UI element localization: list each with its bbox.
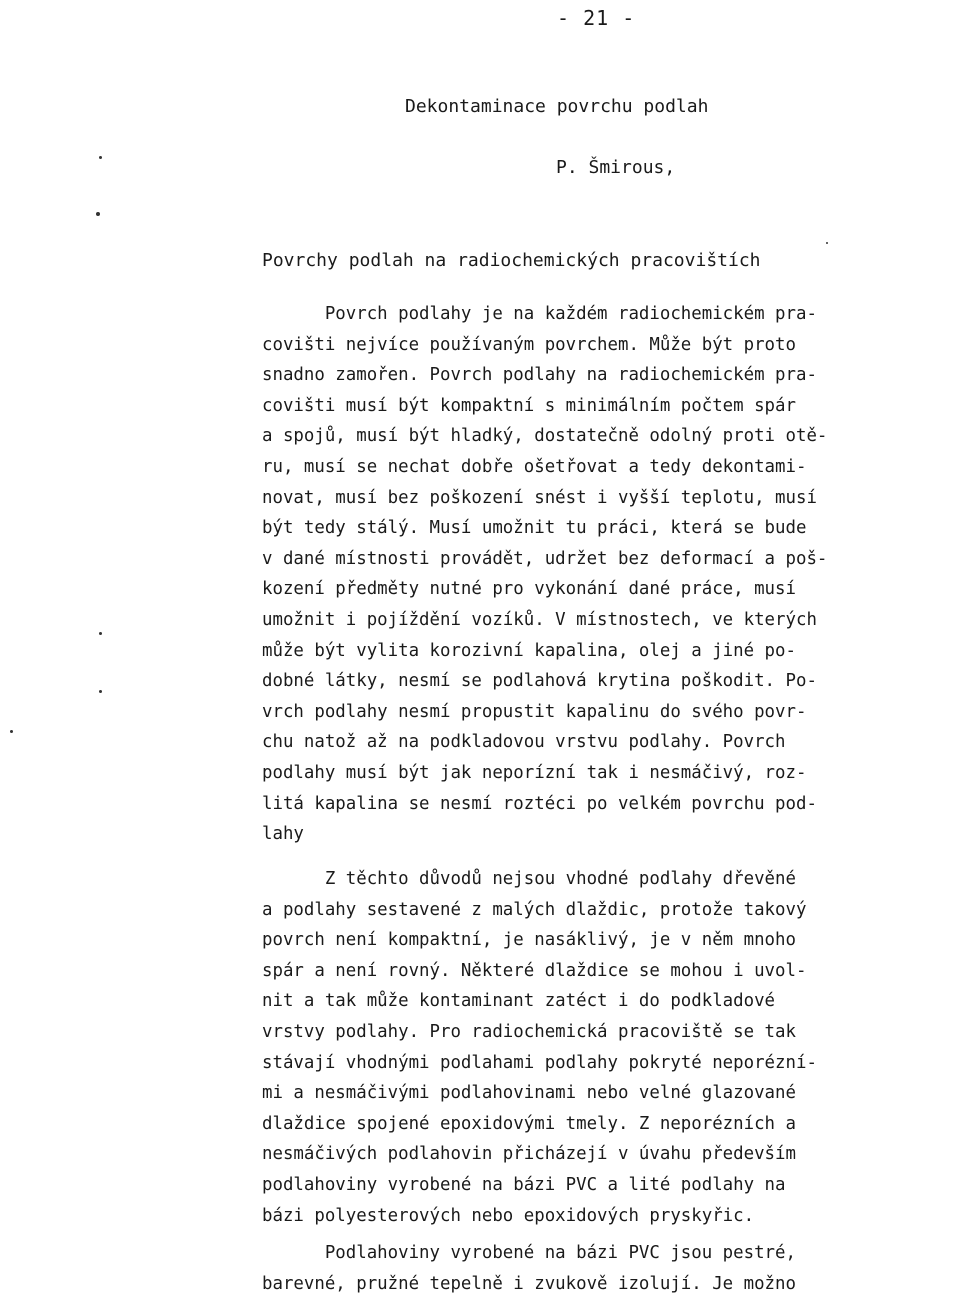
text-line: stávají vhodnými podlahami podlahy pokryté neporézní-	[262, 1052, 817, 1073]
text-line: podlahoviny vyrobené na bázi PVC a lité podlahy na	[262, 1174, 786, 1195]
text-line: litá kapalina se nesmí roztéci po velkém povrchu pod-	[262, 793, 817, 814]
text-line: umožnit i pojíždění vozíků. V místnostech, ve kterých	[262, 609, 817, 630]
scan-speck	[99, 690, 102, 693]
paragraph-3	[262, 1238, 952, 1299]
text-line: covišti musí být kompaktní s minimálním počtem spár	[262, 395, 796, 416]
scan-speck	[826, 242, 828, 244]
article-title: Dekontaminace povrchu podlah	[405, 96, 709, 117]
text-line: dobné látky, nesmí se podlahová krytina poškodit. Po-	[262, 671, 817, 692]
text-line: vrch podlahy nesmí propustit kapalinu do svého povr-	[262, 701, 807, 722]
scan-speck	[96, 212, 100, 216]
text-line: dlaždice spojené epoxidovými tmely. Z neporézních a	[262, 1113, 796, 1134]
text-line: být tedy stálý. Musí umožnit tu práci, která se bude	[262, 518, 807, 539]
text-line: v dané místnosti provádět, udržet bez deformací a poš-	[262, 548, 828, 569]
text-line: může být vylita korozivní kapalina, olej a jiné po-	[262, 640, 796, 661]
text-line: Podlahoviny vyrobené na bázi PVC jsou pestré,	[262, 1243, 796, 1263]
section-heading: Povrchy podlah na radiochemických pracovištích	[262, 250, 761, 271]
text-line: a podlahy sestavené z malých dlaždic, protože takový	[262, 899, 807, 920]
text-line: Povrch podlahy je na každém radiochemickém pra-	[262, 304, 817, 324]
scan-speck	[99, 632, 102, 635]
text-line: bázi polyesterových nebo epoxidových pryskyřic.	[262, 1205, 755, 1226]
text-line: ru, musí se nechat dobře ošetřovat a tedy dekontami-	[262, 456, 807, 477]
scan-speck	[99, 156, 102, 159]
text-line: lahy	[262, 824, 304, 845]
text-line: kození předměty nutné pro vykonání dané práce, musí	[262, 579, 796, 600]
text-line: podlahy musí být jak neporízní tak i nesmáčivý, roz-	[262, 762, 807, 783]
text-line: novat, musí bez poškození snést i vyšší teplotu, musí	[262, 487, 817, 508]
text-line: nit a tak může kontaminant zatéct i do podkladové	[262, 991, 776, 1012]
text-line: povrch není kompaktní, je nasáklivý, je v něm mnoho	[262, 930, 796, 951]
text-line: spár a není rovný. Některé dlaždice se mohou i uvol-	[262, 960, 807, 981]
text-line: vrstvy podlahy. Pro radiochemická pracoviště se tak	[262, 1021, 796, 1042]
scan-speck	[10, 730, 13, 733]
text-line: snadno zamořen. Povrch podlahy na radiochemickém pra-	[262, 365, 817, 386]
text-line: nesmáčivých podlahovin přicházejí v úvahu především	[262, 1144, 796, 1165]
author-name: P. Šmirous,	[556, 157, 676, 178]
page-number: - 21 -	[557, 6, 636, 30]
text-line: Z těchto důvodů nejsou vhodné podlahy dřevěné	[262, 869, 796, 889]
text-line: mi a nesmáčivými podlahovinami nebo velné glazované	[262, 1083, 796, 1104]
text-line: chu natož až na podkladovou vrstvu podlahy. Povrch	[262, 732, 786, 753]
text-line: covišti nejvíce používaným povrchem. Může být proto	[262, 334, 796, 355]
text-line: a spojů, musí být hladký, dostatečně odolný proti otě-	[262, 426, 828, 447]
text-line: barevné, pružné tepelně i zvukově izolují. Je možno	[262, 1273, 796, 1294]
paragraph-1	[262, 299, 952, 850]
paragraph-2	[262, 864, 952, 1231]
